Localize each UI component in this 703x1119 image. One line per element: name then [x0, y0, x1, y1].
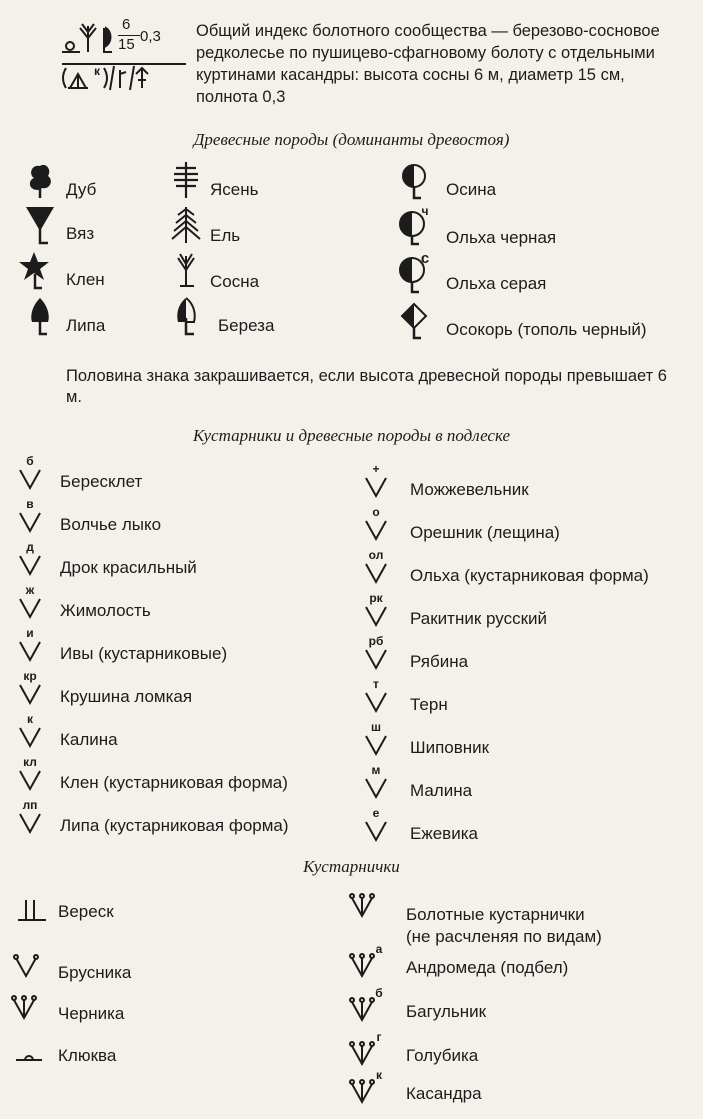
right-shrub-tag-6: ш	[370, 720, 381, 734]
grey-alder-tag: с	[420, 250, 430, 267]
bog-bilberry-tag: г	[376, 1030, 382, 1044]
birch-icon	[168, 296, 208, 336]
formula-height: 6	[122, 16, 131, 33]
left-shrub-tag-8: лп	[22, 798, 38, 812]
right-shrub-tag-4: рб	[368, 634, 384, 648]
left-shrub-label-2: Дрок красильный	[60, 558, 197, 577]
label-ash: Ясень	[210, 180, 259, 199]
label-black-alder: Ольха черная	[446, 228, 557, 247]
label-aspen: Осина	[446, 180, 497, 199]
label-cassandra: Касандра	[406, 1084, 482, 1103]
cassandra-tag: к	[375, 1068, 382, 1082]
dwarf-shrubs-section-title: Кустарнички	[303, 857, 400, 876]
aspen-icon	[396, 160, 436, 200]
label-spruce: Ель	[210, 226, 241, 245]
label-black-poplar: Осокорь (тополь черный)	[446, 320, 647, 339]
left-shrub-tag-3: ж	[25, 583, 35, 597]
trees-section-title: Древесные породы (доминанты древостоя)	[193, 130, 510, 149]
right-shrub-label-0: Можжевельник	[410, 480, 529, 499]
ledum-tag: б	[375, 986, 383, 1000]
maple-icon	[18, 250, 58, 290]
oak-icon	[22, 160, 62, 200]
left-shrub-tag-2: д	[26, 540, 34, 554]
bog-shrubs-icon	[346, 880, 386, 920]
right-shrub-tag-0: +	[372, 462, 380, 476]
left-shrub-tag-6: к	[26, 712, 33, 726]
left-shrub-label-0: Бересклет	[60, 472, 143, 491]
label-cowberry: Брусника	[58, 963, 132, 982]
right-shrub-tag-5: т	[373, 677, 379, 691]
label-bog-shrubs-line2: (не расчленяя по видам)	[406, 927, 602, 946]
label-bog-shrubs: Болотные кустарнички	[406, 905, 585, 924]
left-shrub-tag-0: б	[26, 454, 34, 468]
elm-icon	[22, 205, 62, 245]
left-shrub-tag-4: и	[26, 626, 34, 640]
left-shrub-tag-5: кр	[23, 669, 37, 683]
right-shrub-tag-3: рк	[369, 591, 383, 605]
right-shrub-label-7: Малина	[410, 781, 473, 800]
linden-icon	[22, 296, 62, 336]
cranberry-icon	[12, 1040, 52, 1080]
left-shrub-tag-7: кл	[23, 755, 37, 769]
cowberry-icon	[10, 952, 50, 992]
left-shrub-label-5: Крушина ломкая	[60, 687, 193, 706]
right-shrub-tag-7: м	[371, 763, 381, 777]
heather-icon	[14, 894, 54, 934]
right-shrub-label-8: Ежевика	[410, 824, 478, 843]
black-alder-tag: ч	[421, 204, 429, 218]
intro-text: Общий индекс болотного сообщества — березово-сосновое редколесье по пушицево-сфагновому болоту с отдельными куртинами касандры: высота сосны 6 м, диаметр 15 см, полнота 0,3	[196, 22, 660, 106]
right-shrub-tag-1: о	[372, 505, 380, 519]
left-shrub-label-1: Волчье лыко	[60, 515, 162, 534]
label-andromeda: Андромеда (подбел)	[406, 958, 569, 977]
right-shrub-label-5: Терн	[410, 695, 448, 714]
left-shrub-label-4: Ивы (кустарниковые)	[60, 644, 228, 663]
right-shrub-tag-2: ол	[368, 548, 384, 562]
label-heather: Вереск	[58, 902, 114, 921]
formula-crown-superscript: к	[94, 64, 101, 78]
left-shrub-label-7: Клен (кустарниковая форма)	[60, 773, 288, 792]
pine-icon	[168, 250, 208, 290]
label-linden: Липа	[66, 316, 106, 335]
label-maple: Клен	[66, 270, 105, 289]
left-shrub-tag-1: в	[26, 497, 34, 511]
label-oak: Дуб	[66, 180, 97, 199]
right-shrub-label-1: Орешник (лещина)	[410, 523, 560, 542]
left-shrub-label-8: Липа (кустарниковая форма)	[60, 816, 289, 835]
label-pine: Сосна	[210, 272, 260, 291]
black-poplar-icon	[396, 300, 436, 340]
left-shrub-label-3: Жимолость	[60, 601, 151, 620]
bog-index-formula	[58, 18, 188, 104]
label-bog-bilberry: Голубика	[406, 1046, 479, 1065]
shrubs-section-title: Кустарники и древесные породы в подлеске	[192, 426, 511, 445]
right-shrub-label-2: Ольха (кустарниковая форма)	[410, 566, 649, 585]
andromeda-tag: а	[375, 942, 383, 956]
spruce-icon	[168, 205, 208, 245]
label-cranberry: Клюква	[58, 1046, 117, 1065]
ash-icon	[168, 160, 208, 200]
left-shrub-label-6: Калина	[60, 730, 118, 749]
bilberry-icon	[8, 992, 48, 1032]
right-shrub-label-6: Шиповник	[410, 738, 490, 757]
right-shrub-tag-8: е	[372, 806, 380, 820]
formula-fullness: 0,3	[140, 28, 161, 45]
formula-diameter: 15	[118, 36, 135, 53]
label-birch: Береза	[218, 316, 275, 335]
half-fill-note: Половина знака закрашивается, если высота древесной породы превышает 6 м.	[66, 367, 667, 406]
label-bilberry: Черника	[58, 1004, 125, 1023]
right-shrub-label-4: Рябина	[410, 652, 469, 671]
right-shrub-label-3: Ракитник русский	[410, 609, 547, 628]
label-elm: Вяз	[66, 224, 95, 243]
label-ledum: Багульник	[406, 1002, 487, 1021]
label-grey-alder: Ольха серая	[446, 274, 547, 293]
